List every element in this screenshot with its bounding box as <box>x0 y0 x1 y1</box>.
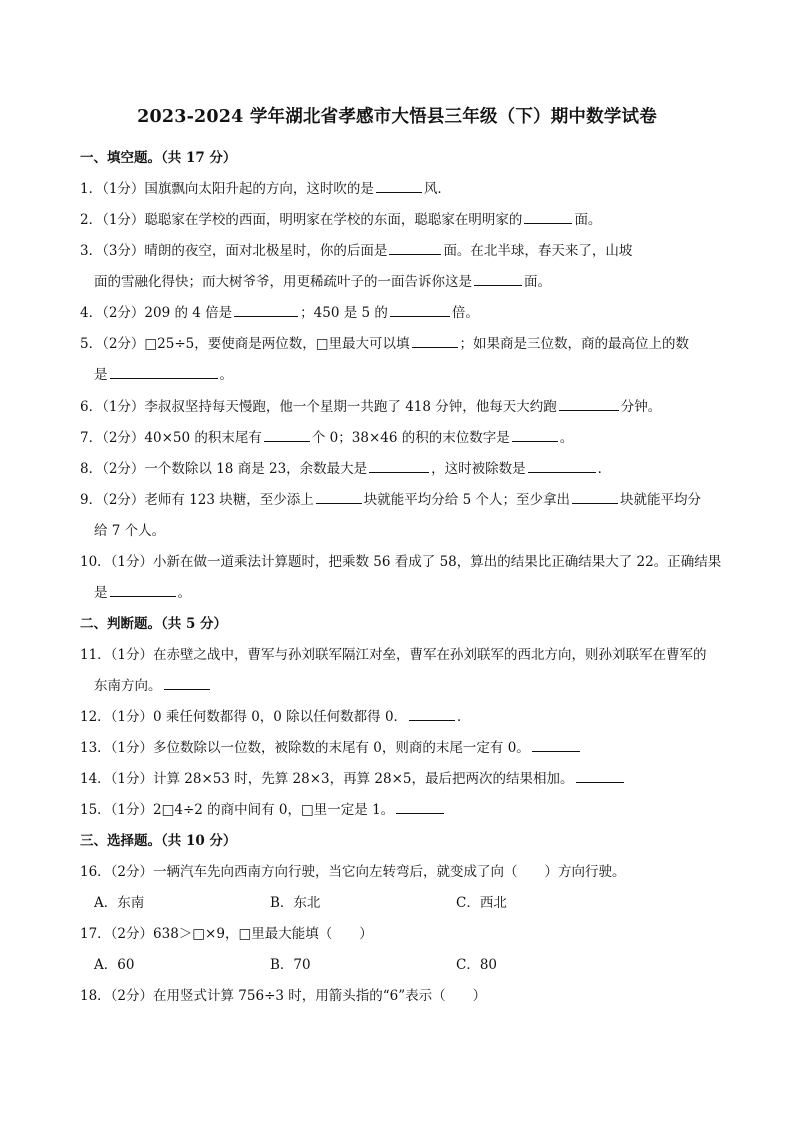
question-15: 15．（1分）2□4÷2 的商中间有 0，□里一定是 1。 <box>80 798 446 818</box>
question-5: 5．（2分）□25÷5，要使商是两位数，□里最大可以填 ；如果商是三位数，商的最高位上的数 <box>80 336 690 352</box>
answer-blank[interactable] <box>389 242 441 255</box>
question-7: 7．（2分）40×50 的积末尾有 个 0；38×46 的积的末位数字是 。 <box>80 430 574 446</box>
question-18: 18．（2分）在用竖式计算 756÷3 时，用箭头指的“6”表示（ ） <box>80 988 487 1004</box>
question-3-continued: 面的雪融化得快；而大树爷爷，用更稀疏叶子的一面告诉你这是 面。 <box>94 274 551 290</box>
question-14: 14．（1分）计算 28×53 时，先算 28×3，再算 28×5，最后把两次的结果相加。 <box>80 767 626 787</box>
answer-blank[interactable] <box>559 398 619 411</box>
answer-blank[interactable] <box>164 677 210 690</box>
question-11-continued: 东南方向。 <box>94 674 212 694</box>
answer-blank[interactable] <box>110 584 176 597</box>
answer-blank[interactable] <box>512 429 558 442</box>
answer-blank[interactable] <box>369 460 429 473</box>
answer-blank[interactable] <box>576 770 624 783</box>
question-16: 16．（2分）一辆汽车先向西南方向行驶，当它向左转弯后，就变成了向（ ）方向行驶。 <box>80 864 626 880</box>
exam-title: 2023-2024 学年湖北省孝感市大悟县三年级（下）期中数学试卷 <box>137 107 657 127</box>
option-b[interactable]: B．东北 <box>270 895 321 911</box>
answer-blank[interactable] <box>409 708 455 721</box>
answer-blank[interactable] <box>110 366 218 379</box>
question-10: 10．（1分）小新在做一道乘法计算题时，把乘数 56 看成了 58，算出的结果比正确结果大了 22。正确结果 <box>80 554 722 570</box>
question-5-continued: 是 。 <box>94 367 233 383</box>
option-a[interactable]: A．60 <box>94 957 135 973</box>
question-10-continued: 是 。 <box>94 585 191 601</box>
answer-blank[interactable] <box>524 211 572 224</box>
question-12: 12．（1分）0 乘任何数都得 0，0 除以任何数都得 0． ． <box>80 709 471 725</box>
answer-blank[interactable] <box>390 304 450 317</box>
answer-blank[interactable] <box>234 304 298 317</box>
option-a[interactable]: A．东南 <box>94 895 145 911</box>
question-9: 9．（2分）老师有 123 块糖，至少添上 块就能平均分给 5 个人；至少拿出 块就能平均分 <box>80 492 701 508</box>
question-4: 4．（2分）209 的 4 倍是 ；450 是 5 的 倍。 <box>80 305 479 321</box>
answer-blank[interactable] <box>376 180 422 193</box>
question-6: 6．（1分）李叔叔坚持每天慢跑，他一个星期一共跑了 418 分钟，他每天大约跑 分钟。 <box>80 399 662 415</box>
question-17: 17．（2分）638＞□×9，□里最大能填（ ） <box>80 926 373 942</box>
answer-blank[interactable] <box>572 491 618 504</box>
section-true-false: 二、判断题。（共 5 分） <box>80 616 228 632</box>
question-3: 3．（3分）晴朗的夜空，面对北极星时，你的后面是 面。在北半球，春天来了，山坡 <box>80 243 633 259</box>
answer-blank[interactable] <box>316 491 362 504</box>
question-1: 1．（1分）国旗飘向太阳升起的方向，这时吹的是 风． <box>80 181 451 197</box>
section-multiple-choice: 三、选择题。（共 10 分） <box>80 833 237 849</box>
question-9-continued: 给 7 个人。 <box>94 523 166 539</box>
answer-blank[interactable] <box>396 801 444 814</box>
option-c[interactable]: C．80 <box>456 957 498 973</box>
answer-blank[interactable] <box>412 335 458 348</box>
question-2: 2．（1分）聪聪家在学校的西面，明明家在学校的东面，聪聪家在明明家的 面。 <box>80 212 602 228</box>
question-11: 11．（1分）在赤壁之战中，曹军与孙刘联军隔江对垒，曹军在孙刘联军的西北方向，则孙刘联军在曹军的 <box>80 647 707 663</box>
answer-blank[interactable] <box>264 429 310 442</box>
answer-blank[interactable] <box>474 273 522 286</box>
answer-blank[interactable] <box>528 460 596 473</box>
option-b[interactable]: B．70 <box>270 957 311 973</box>
question-13: 13．（1分）多位数除以一位数，被除数的末尾有 0，则商的末尾一定有 0。 <box>80 736 582 756</box>
answer-blank[interactable] <box>532 739 580 752</box>
question-8: 8．（2分）一个数除以 18 商是 23，余数最大是 ，这时被除数是 ． <box>80 461 612 477</box>
option-c[interactable]: C．西北 <box>456 895 507 911</box>
section-fill-in: 一、填空题。（共 17 分） <box>80 150 237 166</box>
